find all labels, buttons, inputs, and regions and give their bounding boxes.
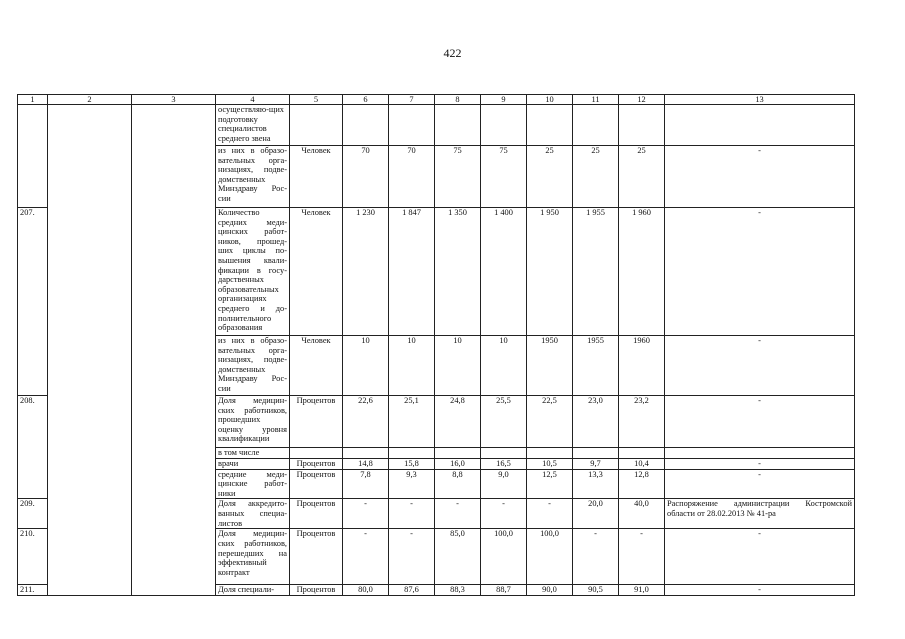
value-cell: 1960 — [619, 336, 665, 396]
header-cell: 7 — [389, 95, 435, 105]
value-cell: 25,5 — [481, 396, 527, 448]
value-cell: 88,3 — [435, 585, 481, 596]
note-cell: - — [665, 208, 855, 336]
value-cell — [573, 448, 619, 459]
value-cell: 20,0 — [573, 499, 619, 529]
value-cell: 70 — [389, 146, 435, 208]
value-cell — [435, 448, 481, 459]
value-cell: 1 350 — [435, 208, 481, 336]
value-cell — [343, 105, 389, 146]
header-cell: 6 — [343, 95, 389, 105]
value-cell: 85,0 — [435, 529, 481, 585]
note-cell — [665, 105, 855, 146]
value-cell: 13,3 — [573, 469, 619, 499]
indicator-name: Доля медицин-ских работников, перешедших на эффективный контракт — [216, 529, 290, 585]
note-cell: - — [665, 146, 855, 208]
header-cell: 3 — [132, 95, 216, 105]
value-cell — [389, 105, 435, 146]
value-cell: 15,8 — [389, 459, 435, 470]
table-row — [18, 105, 855, 146]
value-cell: 10,5 — [527, 459, 573, 470]
header-cell: 8 — [435, 95, 481, 105]
value-cell: 100,0 — [481, 529, 527, 585]
indicator-name: Количество средних меди-цинских работ-ников, прошед-ших циклы по-вышения квали-фикации в госу-дарственных образовательных организациях среднего и до-полнительного образования — [216, 208, 290, 336]
value-cell — [481, 448, 527, 459]
value-cell: 90,0 — [527, 585, 573, 596]
unit-cell: Процентов — [290, 459, 343, 470]
note-cell: - — [665, 336, 855, 396]
row-number-cell: 208. — [18, 396, 48, 499]
value-cell: 9,0 — [481, 469, 527, 499]
indicator-name: Доля аккредито-ванных специа-листов — [216, 499, 290, 529]
value-cell: - — [389, 499, 435, 529]
value-cell: 22,5 — [527, 396, 573, 448]
value-cell — [619, 448, 665, 459]
note-cell: - — [665, 529, 855, 585]
value-cell: 80,0 — [343, 585, 389, 596]
note-cell: Распоряжение администрации Костромской области от 28.02.2013 № 41-ра — [665, 499, 855, 529]
row-number-cell: 207. — [18, 208, 48, 396]
value-cell: 16,0 — [435, 459, 481, 470]
header-cell: 10 — [527, 95, 573, 105]
value-cell: 1 955 — [573, 208, 619, 336]
unit-cell: Процентов — [290, 469, 343, 499]
value-cell: 7,8 — [343, 469, 389, 499]
value-cell: 24,8 — [435, 396, 481, 448]
value-cell — [619, 105, 665, 146]
value-cell: 10 — [481, 336, 527, 396]
value-cell: 100,0 — [527, 529, 573, 585]
unit-cell: Процентов — [290, 585, 343, 596]
value-cell: 23,0 — [573, 396, 619, 448]
unit-cell: Человек — [290, 336, 343, 396]
unit-cell: Процентов — [290, 499, 343, 529]
unit-cell — [290, 448, 343, 459]
header-cell: 13 — [665, 95, 855, 105]
value-cell: 75 — [435, 146, 481, 208]
row-number-cell: 210. — [18, 529, 48, 585]
row-number-cell: 211. — [18, 585, 48, 596]
note-cell — [665, 448, 855, 459]
value-cell — [481, 105, 527, 146]
value-cell: 16,5 — [481, 459, 527, 470]
value-cell: 88,7 — [481, 585, 527, 596]
page-number: 422 — [443, 46, 462, 60]
value-cell: 70 — [343, 146, 389, 208]
indicator-name: врачи — [216, 459, 290, 470]
header-cell: 11 — [573, 95, 619, 105]
header-cell: 9 — [481, 95, 527, 105]
value-cell: - — [527, 499, 573, 529]
unit-cell — [290, 105, 343, 146]
value-cell: 25,1 — [389, 396, 435, 448]
value-cell: 22,6 — [343, 396, 389, 448]
value-cell: 1950 — [527, 336, 573, 396]
header-cell: 5 — [290, 95, 343, 105]
value-cell: 90,5 — [573, 585, 619, 596]
value-cell: 1 960 — [619, 208, 665, 336]
indicator-name: из них в образо-вательных орга-низациях, подве-домственных Минздраву Рос-сии — [216, 336, 290, 396]
value-cell: 23,2 — [619, 396, 665, 448]
header-cell: 1 — [18, 95, 48, 105]
value-cell: 8,8 — [435, 469, 481, 499]
value-cell: 1 950 — [527, 208, 573, 336]
value-cell: - — [435, 499, 481, 529]
unit-cell: Процентов — [290, 396, 343, 448]
note-cell: - — [665, 469, 855, 499]
note-cell: - — [665, 459, 855, 470]
header-cell: 2 — [48, 95, 132, 105]
indicator-name: Доля специали- — [216, 585, 290, 596]
value-cell: 10,4 — [619, 459, 665, 470]
value-cell: 1 847 — [389, 208, 435, 336]
indicator-table — [17, 94, 855, 596]
value-cell: 9,3 — [389, 469, 435, 499]
unit-cell: Человек — [290, 208, 343, 336]
note-cell: - — [665, 585, 855, 596]
indicator-name: в том числе — [216, 448, 290, 459]
indicator-name: из них в образо-вательных орга-низациях, подве-домственных Минздраву Рос-сии — [216, 146, 290, 208]
value-cell: 91,0 — [619, 585, 665, 596]
header-cell: 4 — [216, 95, 290, 105]
value-cell: - — [619, 529, 665, 585]
value-cell: 12,5 — [527, 469, 573, 499]
value-cell: 75 — [481, 146, 527, 208]
value-cell — [527, 105, 573, 146]
value-cell: 40,0 — [619, 499, 665, 529]
row-number-cell: 209. — [18, 499, 48, 529]
value-cell — [435, 105, 481, 146]
value-cell: 12,8 — [619, 469, 665, 499]
indicator-name: осуществляю-щих подготовку специалистов среднего звена — [216, 105, 290, 146]
value-cell: 1955 — [573, 336, 619, 396]
row-number-cell — [18, 105, 48, 208]
value-cell: 1 230 — [343, 208, 389, 336]
value-cell — [389, 448, 435, 459]
value-cell: - — [389, 529, 435, 585]
unit-cell: Человек — [290, 146, 343, 208]
value-cell — [343, 448, 389, 459]
header-row — [18, 95, 855, 105]
value-cell: 25 — [573, 146, 619, 208]
value-cell: 1 400 — [481, 208, 527, 336]
value-cell: 10 — [343, 336, 389, 396]
value-cell: - — [481, 499, 527, 529]
value-cell: 9,7 — [573, 459, 619, 470]
value-cell: - — [343, 529, 389, 585]
value-cell: 10 — [435, 336, 481, 396]
value-cell: 25 — [619, 146, 665, 208]
indicator-name: средние меди-цинские работ-ники — [216, 469, 290, 499]
indicator-name: Доля медицин-ских работников, прошедших оценку уровня квалификации — [216, 396, 290, 448]
value-cell — [527, 448, 573, 459]
value-cell — [573, 105, 619, 146]
value-cell: 14,8 — [343, 459, 389, 470]
header-cell: 12 — [619, 95, 665, 105]
value-cell: 10 — [389, 336, 435, 396]
value-cell: 87,6 — [389, 585, 435, 596]
note-cell: - — [665, 396, 855, 448]
value-cell: - — [343, 499, 389, 529]
value-cell: - — [573, 529, 619, 585]
unit-cell: Процентов — [290, 529, 343, 585]
empty-col-3 — [132, 105, 216, 596]
empty-col-2 — [48, 105, 132, 596]
value-cell: 25 — [527, 146, 573, 208]
